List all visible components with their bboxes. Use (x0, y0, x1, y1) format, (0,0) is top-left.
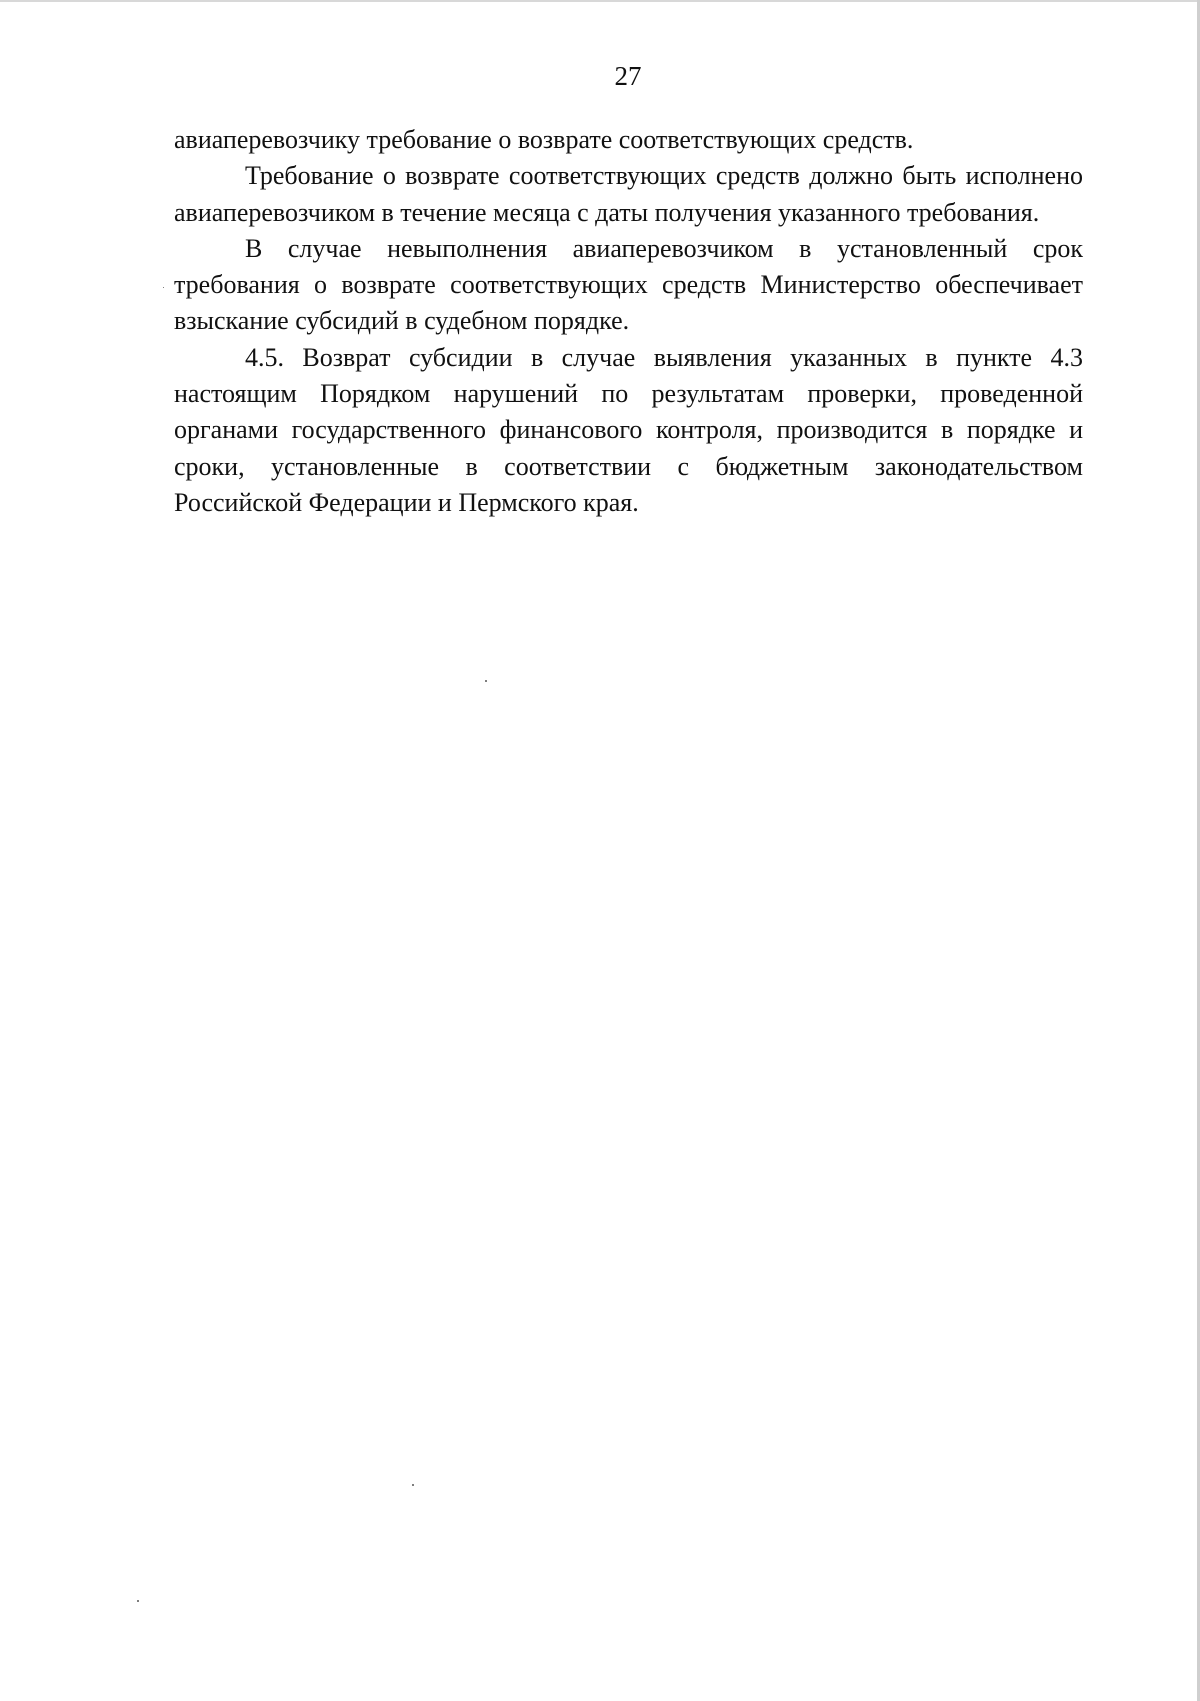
scan-speck (163, 287, 164, 288)
paragraph-court-recovery: В случае невыполнения авиаперевозчиком в установленный срок требования о возврате соответствующих средств Министерство обеспечивает взыскание субсидий в судебном порядке. (174, 233, 1083, 336)
scan-edge-top (0, 0, 1200, 2)
scan-speck (485, 680, 487, 682)
document-body (174, 122, 1083, 521)
scan-speck (412, 1484, 414, 1486)
paragraph-continuation: авиаперевозчику требование о возврате соответствующих средств. (174, 125, 914, 154)
scan-speck (137, 1600, 139, 1602)
paragraph-4-5: 4.5. Возврат субсидии в случае выявления указанных в пункте 4.3 настоящим Порядком нарушений по результатам проверки, проведенной органами государственного финансового контроля, производится в порядке и сроки, установленные в соответствии с бюджетным законодательством Российской Федерации и Пермского края. (174, 342, 1083, 517)
page-number: 27 (614, 61, 642, 91)
paragraph-deadline: Требование о возврате соответствующих средств должно быть исполнено авиаперевозчиком в течение месяца с даты получения указанного требования. (174, 161, 1083, 227)
